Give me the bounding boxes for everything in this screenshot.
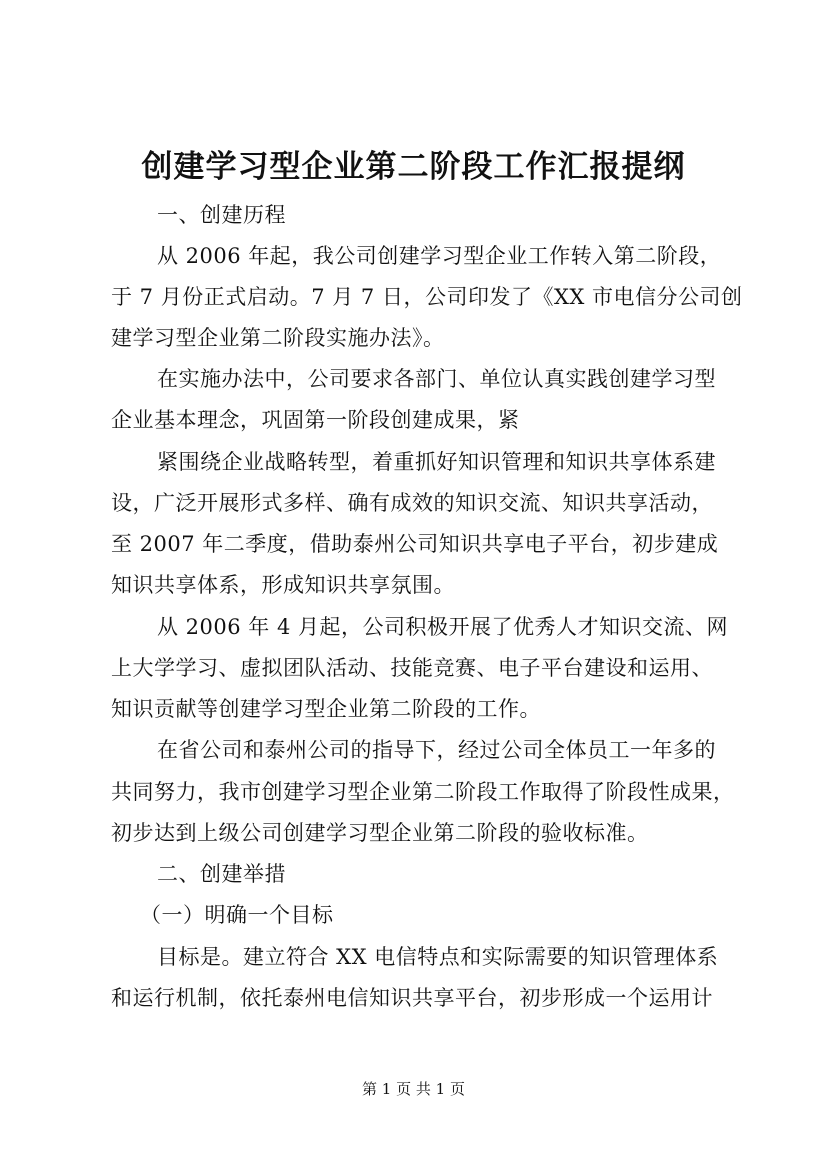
paragraph-line: 建学习型企业第二阶段实施办法》。: [111, 326, 445, 350]
paragraph-line: 企业基本理念，巩固第一阶段创建成果，紧: [111, 408, 520, 432]
paragraph-line: 和运行机制，依托泰州电信知识共享平台，初步形成一个运用计: [111, 986, 713, 1010]
paragraph-line: 设，广泛开展形式多样、确有成效的知识交流、知识共享活动，: [111, 491, 713, 515]
paragraph-line: 在实施办法中，公司要求各部门、单位认真实践创建学习型: [157, 367, 716, 391]
paragraph-line: 上大学学习、虚拟团队活动、技能竞赛、电子平台建设和运用、: [111, 656, 713, 680]
paragraph-line: 从 2006 年 4 月起，公司积极开展了优秀人才知识交流、网: [157, 615, 729, 639]
paragraph-line: 在省公司和泰州公司的指导下，经过公司全体员工一年多的: [157, 738, 716, 762]
paragraph-line: 紧围绕企业战略转型，着重抓好知识管理和知识共享体系建: [157, 450, 716, 474]
paragraph-line: 目标是。建立符合 XX 电信特点和实际需要的知识管理体系: [157, 945, 719, 969]
paragraph-line: 共同努力，我市创建学习型企业第二阶段工作取得了阶段性成果，: [111, 780, 735, 804]
page-footer: 第 1 页 共 1 页: [362, 1080, 465, 1098]
paragraph-line: 知识贡献等创建学习型企业第二阶段的工作。: [111, 697, 541, 721]
section-heading: 一、创建历程: [157, 203, 286, 227]
section-heading: 二、创建举措: [157, 862, 286, 886]
paragraph-line: 于 7 月份正式启动。7 月 7 日，公司印发了《XX 市电信分公司创: [111, 285, 743, 309]
paragraph-line: 初步达到上级公司创建学习型企业第二阶段的验收标准。: [111, 821, 649, 845]
paragraph-line: 从 2006 年起，我公司创建学习型企业工作转入第二阶段，: [157, 244, 722, 268]
document-title: 创建学习型企业第二阶段工作汇报提纲: [141, 149, 686, 185]
paragraph-line: 至 2007 年二季度，借助泰州公司知识共享电子平台，初步建成: [111, 532, 719, 556]
paragraph-line: 知识共享体系，形成知识共享氛围。: [111, 573, 455, 597]
subsection-heading: （一）明确一个目标: [140, 903, 334, 927]
